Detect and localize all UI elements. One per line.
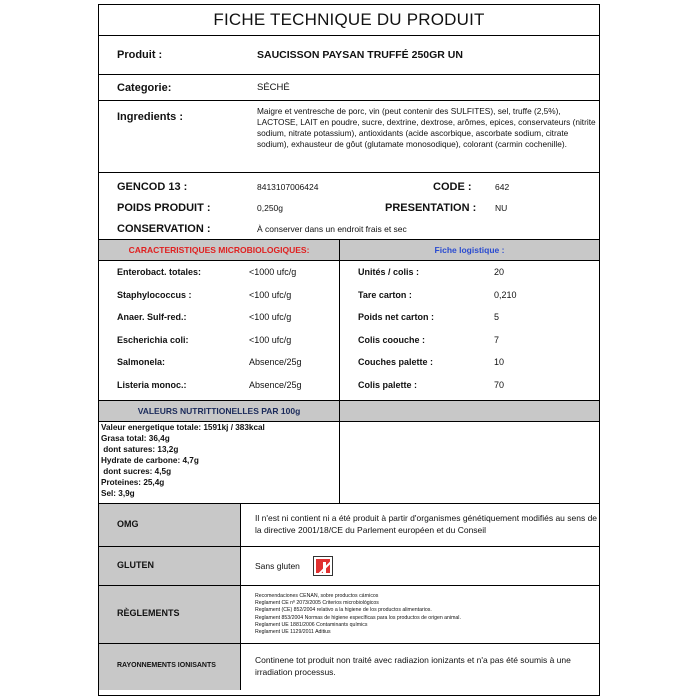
nutrition-line: Grasa total: 36,4g — [101, 434, 170, 443]
rayonnements-text-cell — [241, 644, 599, 690]
logistique-row-value: 5 — [494, 312, 500, 322]
micro-row-label: Escherichia coli: — [117, 334, 189, 345]
micro-row-value: Absence/25g — [249, 357, 302, 367]
logistique-row-value: 7 — [494, 334, 500, 345]
product-label: Produit : — [117, 49, 163, 61]
omg-label-cell — [99, 504, 241, 546]
micro-row — [99, 306, 339, 329]
nutrition-header: VALEURS NUTRITTIONELLES PAR 100g — [99, 401, 339, 422]
gluten-section — [99, 547, 599, 586]
micro-row-value: Absence/25g — [249, 379, 302, 390]
product-section — [99, 36, 599, 75]
micro-row-label: Listeria monoc.: — [117, 379, 187, 390]
reglement-line: Reglament UE 1881/2006 Contaminants químics — [255, 621, 368, 628]
logistique-row-value: 20 — [494, 267, 505, 277]
conservation-value: À conserver dans un endroit frais et sec — [257, 224, 407, 234]
reglements-label-cell — [99, 586, 241, 643]
omg-text-cell — [241, 504, 599, 546]
logistique-row-label: Unités / colis : — [358, 267, 420, 277]
ingredients-section — [99, 101, 599, 173]
nutrition-lines — [99, 422, 339, 499]
logistique-row — [340, 306, 599, 329]
gluten-label-cell — [99, 547, 241, 585]
micro-row-label: Staphylococcus : — [117, 289, 192, 300]
omg-section — [99, 504, 599, 547]
micro-logistique-section — [99, 240, 599, 401]
rayonnements-label: RAYONNEMENTS IONISANTS — [117, 662, 216, 669]
gencod-value: 8413107006424 — [257, 182, 319, 192]
nutrition-blank-column — [340, 401, 599, 503]
presentation-label: PRESENTATION : — [385, 202, 477, 214]
omg-label: OMG — [117, 519, 139, 529]
micro-row-value: <1000 ufc/g — [249, 267, 297, 277]
poids-value: 0,250g — [257, 203, 283, 213]
code-value: 642 — [495, 182, 510, 192]
logistique-row-label: Tare carton : — [358, 289, 412, 300]
info-section — [99, 173, 599, 240]
micro-column — [99, 240, 340, 400]
micro-row-label: Anaer. Sulf-red.: — [117, 312, 187, 322]
reglement-line: Reglament CE nº 2073/2005 Criterios microbiológicos — [255, 600, 379, 607]
logistique-row-value: 70 — [494, 379, 505, 390]
presentation-value: NU — [495, 203, 508, 213]
nutrition-line: dont satures: 13,2g — [101, 445, 179, 454]
category-value: SÉCHÉ — [257, 82, 290, 93]
reglements-label: RÈGLEMENTS — [117, 608, 180, 618]
category-label: Categorie: — [117, 82, 172, 94]
rayonnements-text: Continene tot produit non traité avec radiazion ionizants et n'a pas été soumis à une irradiation processus. — [255, 655, 571, 677]
logistique-rows — [340, 261, 599, 396]
micro-row — [99, 261, 339, 284]
gluten-text: Sans gluten — [255, 561, 300, 571]
micro-row-label: Enterobact. totales: — [117, 267, 202, 277]
product-value: SAUCISSON PAYSAN TRUFFÉ 250GR UN — [257, 49, 463, 61]
logistique-row-value: 0,210 — [494, 289, 517, 300]
reglement-line: Recomendaciones CENAN, sobre productos cárnicos — [255, 593, 379, 599]
nutrition-line: Sel: 3,9g — [101, 489, 135, 498]
logistique-row-label: Couches palette : — [358, 357, 434, 367]
ingredients-label: Ingredients : — [117, 111, 184, 123]
category-section — [99, 75, 599, 101]
nutrition-section — [99, 401, 599, 504]
nutrition-column — [99, 401, 340, 503]
logistique-column — [340, 240, 599, 400]
logistique-row-label: Colis palette : — [358, 379, 418, 390]
reglements-lines — [255, 593, 461, 636]
micro-row-value: <100 ufc/g — [249, 289, 292, 300]
ingredients-value: Maigre et ventresche de porc, vin (peut contenir des SULFITES), sel, truffe (2,5%), LACTOSE, LAIT en poudre, sucre, dextrine, dextrose, arômes, epices, conservateurs (nitrite sodium, nitrate potassium), antioxidants (acide ascorbique, ascorbate sodium, citrate sodium), exhausteur de gôut (glutamate monosodique), colorant (carmin cochenille). — [257, 106, 596, 149]
conservation-label: CONSERVATION : — [117, 223, 211, 235]
code-label: CODE : — [433, 181, 472, 193]
reglement-line: Reglament 853/2004 Normas de higiene específicas para los productos de origen animal. — [255, 614, 461, 621]
gluten-text-cell — [241, 547, 599, 585]
rayonnements-label-cell — [99, 644, 241, 690]
reglements-section — [99, 586, 599, 644]
omg-text: Il n'est ni contient ni a été produit à partir d'organismes génétiquement modifiés au sens de la directive 2001/18/CE du Parlement européen et du Conseil — [255, 513, 598, 535]
nutrition-blank-header — [340, 401, 599, 422]
rayonnements-section — [99, 644, 599, 690]
micro-rows — [99, 261, 339, 396]
reglements-text-cell — [241, 586, 599, 643]
micro-row — [99, 351, 339, 374]
logistique-row-label: Colis coouche : — [358, 334, 426, 345]
micro-header: CARACTERISTIQUES MICROBIOLOGIQUES: — [99, 240, 339, 261]
micro-row — [99, 374, 339, 397]
nutrition-line: Hydrate de carbone: 4,7g — [101, 456, 199, 465]
gencod-label: GENCOD 13 : — [117, 181, 188, 193]
sheet-title: FICHE TECHNIQUE DU PRODUIT — [99, 5, 599, 36]
micro-row-value: <100 ufc/g — [249, 312, 292, 322]
logistique-row — [340, 351, 599, 374]
poids-label: POIDS PRODUIT : — [117, 202, 211, 214]
nutrition-line: Valeur energetique totale: 1591kj / 383kcal — [101, 423, 265, 432]
reglement-line: Reglament UE 1129/2011 Aditius — [255, 629, 331, 636]
logistique-row — [340, 329, 599, 352]
micro-row-value: <100 ufc/g — [249, 334, 292, 345]
logistique-row — [340, 261, 599, 284]
product-sheet — [98, 4, 600, 696]
gluten-label: GLUTEN — [117, 560, 154, 570]
micro-row-label: Salmonela: — [117, 357, 166, 367]
micro-row — [99, 284, 339, 307]
micro-row — [99, 329, 339, 352]
logistique-row — [340, 284, 599, 307]
logistique-row-label: Poids net carton : — [358, 312, 435, 322]
nutrition-line: Proteines: 25,4g — [101, 478, 165, 487]
reglement-line: Reglament (CE) 852/2004 relativo a la higiene de los productos alimentarios. — [255, 607, 432, 614]
nutrition-line: dont sucres: 4,5g — [101, 467, 172, 476]
gluten-free-icon — [313, 556, 333, 576]
logistique-row-value: 10 — [494, 357, 505, 367]
logistique-header: Fiche logistique : — [340, 240, 599, 261]
logistique-row — [340, 374, 599, 397]
